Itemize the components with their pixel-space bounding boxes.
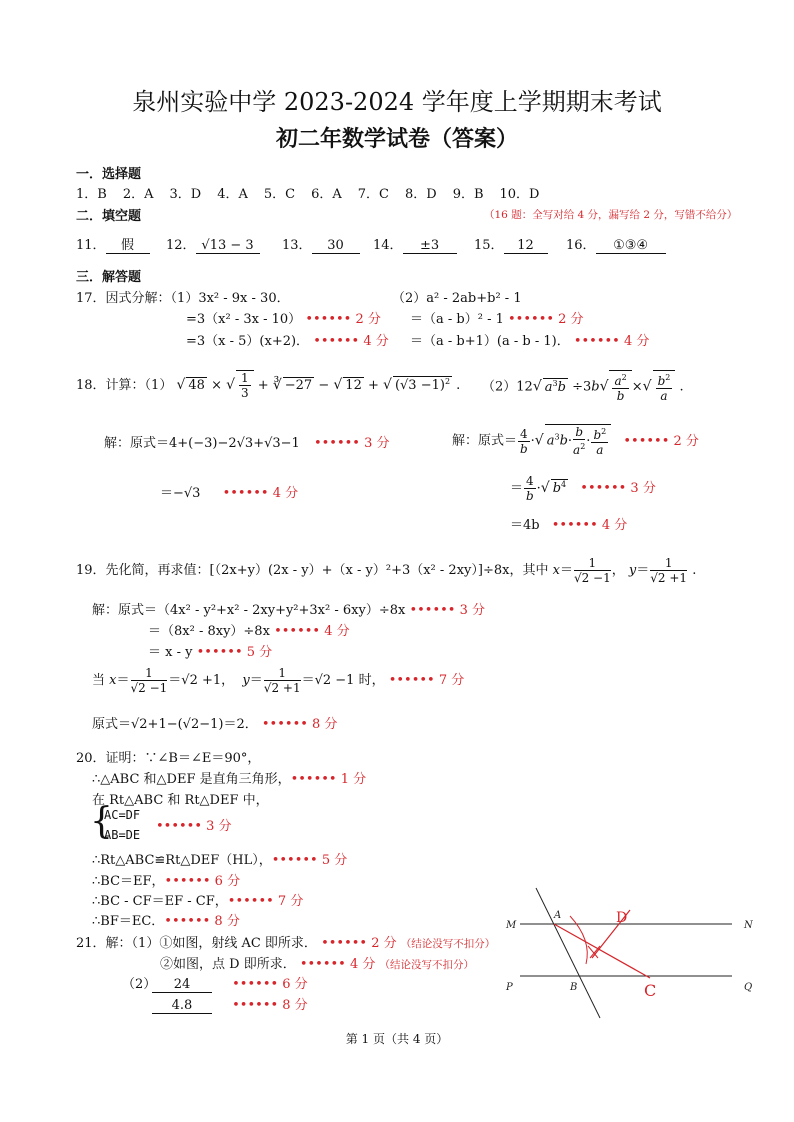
q21-part2-label: （2） [122, 977, 157, 992]
score-mark: •••••• 7 分 [227, 894, 304, 909]
score-mark: •••••• 4 分 [274, 624, 350, 639]
fill-item-11: 11． 假 [76, 234, 150, 254]
q21-answer2-row [152, 994, 308, 1014]
q19-step5: 原式＝√2+1−(√2−1)＝2． •••••• 8 分 [92, 717, 338, 732]
q18-1-result: ＝−√3 •••••• 4 分 [160, 486, 299, 501]
choice-answer: 2．A [122, 187, 154, 202]
q18-2-step1: 解：原式＝ $\frac{4}{b}$ ·√ $a^3b\cdot$ $\frac{b}{a^2}$ · $\frac{b^2}{a}$ •••••• 2 分 [452, 425, 699, 457]
q19-step4: 当 x＝ $\frac{1}{√2 -1}$ ＝√2 +1， y＝ $\frac{1}{√2 +1}$ ＝√2 −1 时， •••••• 7 分 [92, 666, 465, 695]
score-mark: •••••• 6 分 [232, 977, 308, 992]
q17-label: 17．因式分解：（1）3x² - 9x - 30． [76, 291, 290, 306]
exam-title: 泉州实验中学 2023-2024 学年度上学期期末考试 [132, 88, 662, 116]
q20-line1: 20．证明：∵∠B＝∠E＝90°， [76, 751, 261, 766]
q17-1-step1: =3（x² - 3x - 10） •••••• 2 分 [186, 312, 381, 327]
label-c: C [644, 981, 657, 1000]
q20-line7: ∴BF＝EC．•••••• 8 分 [92, 914, 240, 929]
fill-answer: 30 [312, 238, 360, 254]
score-mark: •••••• 2 分 [305, 312, 381, 327]
label-d: D [616, 910, 628, 926]
q18-1-step1: 解：原式＝4+(−3)−2√3+√3−1 •••••• 3 分 [104, 436, 390, 451]
q17-1-step2: =3（x - 5）(x+2)． •••••• 4 分 [186, 334, 389, 349]
scoring-note: （结论没写不扣分） [379, 959, 475, 971]
q18-expr1: 18．计算：（1） √ 48 × √ $\frac{1}{3}$ + ∛ −27 − √ 12 + √ $(√3 -1)^2$ . [76, 371, 461, 400]
fill-item-14: 14． ±3 [373, 234, 457, 254]
score-mark: •••••• 5 分 [271, 853, 348, 868]
q19-label: 19．先化简，再求值：[（2x+y）(2x - y）+（x - y）²+3（x² - 2xy）]÷8x，其中 x＝ $\frac{1}{√2 -1}$ ， y＝ $\frac{1}{√2 +1}$ . [76, 556, 697, 585]
q20-line5: ∴BC＝EF，•••••• 6 分 [92, 874, 241, 889]
score-mark: •••••• 8 分 [261, 717, 338, 732]
q20-line2: ∴△ABC 和△DEF 是直角三角形，•••••• 1 分 [92, 772, 367, 787]
section-heading-solve: 三．解答题 [76, 270, 142, 285]
choice-answer: 8．D [404, 187, 437, 202]
score-mark: •••••• 3 分 [313, 436, 390, 451]
choice-answer: 4．A [217, 187, 248, 202]
q17-part2: （2）a² - 2ab+b² - 1 [392, 291, 522, 306]
choice-answer: 5．C [263, 187, 296, 202]
choice-answer: 6．A [311, 187, 342, 202]
choice-answer: 7．C [357, 187, 389, 202]
exam-subtitle: 初二年数学试卷（答案） [275, 126, 518, 152]
scoring-note: （结论没写不扣分） [400, 938, 496, 950]
label-n: N [744, 920, 753, 931]
score-mark: •••••• 3 分 [409, 603, 486, 618]
ray-ac [554, 924, 650, 978]
score-mark: •••••• 6 分 [164, 874, 241, 889]
score-mark: •••••• 2 分 [623, 433, 699, 449]
score-mark: •••••• 2 分 [508, 312, 584, 327]
label-m: M [506, 920, 517, 931]
q21-line2: ②如图，点 D 即所求． •••••• 4 分 （结论没写不扣分） [160, 957, 475, 972]
q21-answer1-row [152, 973, 308, 993]
label-b: B [570, 982, 578, 993]
fill-answer: 假 [106, 234, 150, 254]
score-mark: •••••• 3 分 [580, 481, 656, 496]
line-ab [536, 888, 600, 1018]
q20-line6: ∴BC - CF＝EF - CF，•••••• 7 分 [92, 894, 304, 909]
q17-2-step2: ＝（a - b+1）(a - b - 1)． •••••• 4 分 [410, 334, 650, 349]
choice-answer: 9．B [452, 187, 484, 202]
q19-step2: ＝（8x² - 8xy）÷8x •••••• 4 分 [148, 624, 350, 639]
fill-answer: 12 [504, 238, 548, 254]
q20-line3: 在 Rt△ABC 和 Rt△DEF 中， [92, 793, 269, 808]
choice-answers-row [76, 183, 539, 202]
score-mark: •••••• 4 分 [551, 518, 628, 533]
construction-arc [570, 916, 587, 964]
q21-answer2: 4.8 [152, 998, 212, 1014]
label-q: Q [744, 982, 753, 993]
choice-answer: 3．D [169, 187, 202, 202]
score-mark: •••••• 4 分 [299, 957, 376, 972]
score-mark: •••••• 5 分 [196, 645, 273, 660]
fill-item-16: 16． ①③④ [566, 234, 666, 254]
score-mark: •••••• 1 分 [290, 772, 367, 787]
section-heading-fill: 二．填空题 [76, 209, 142, 224]
score-mark: •••••• 2 分 [321, 936, 397, 951]
score-mark: •••••• 7 分 [388, 673, 465, 688]
score-mark: •••••• 8 分 [232, 998, 308, 1013]
fill-answer: √13 − 3 [196, 238, 260, 254]
score-mark: •••••• 4 分 [573, 334, 650, 349]
label-p: P [506, 982, 513, 993]
score-mark: •••••• 4 分 [222, 486, 299, 501]
fill-scoring-note: （16 题：全写对给 4 分，漏写给 2 分，写错不给分） [484, 209, 738, 221]
fill-item-12: 12． √13 − 3 [166, 234, 260, 254]
score-mark: •••••• 3 分 [156, 819, 232, 834]
fill-answer: ±3 [403, 238, 457, 254]
fill-item-15: 15． 12 [474, 234, 548, 254]
q21-line1: 21．解：（1）①如图，射线 AC 即所求． •••••• 2 分 （结论没写不扣分） [76, 936, 496, 951]
choice-answer: 1．B [76, 187, 107, 202]
q19-step1: 解：原式＝（4x² - y²+x² - 2xy+y²+3x² - 6xy）÷8x •••••• 3 分 [92, 603, 486, 618]
q17-2-step1: ＝（a - b）² - 1 •••••• 2 分 [410, 312, 584, 327]
fill-item-13: 13． 30 [282, 234, 360, 254]
q20-line4: ∴Rt△ABC≌Rt△DEF（HL），•••••• 5 分 [92, 853, 348, 868]
fill-answer: ①③④ [596, 238, 666, 254]
q19-step3: ＝ x - y •••••• 5 分 [148, 645, 273, 660]
q21-geometry-figure [500, 880, 780, 1030]
q18-2-step2: ＝ $\frac{4}{b}$ ·√ $b^4$ •••••• 3 分 [510, 474, 656, 503]
label-a: A [554, 910, 562, 921]
q21-answer1: 24 [152, 977, 212, 993]
q18-2-result: ＝4b •••••• 4 分 [510, 518, 628, 533]
score-mark: •••••• 8 分 [164, 914, 240, 929]
q18-expr2: （2）12√ $a^3b \div 3b√$ $\frac{a^2}{b}$ ×√ $\frac{b^2}{a}$ . [482, 370, 684, 403]
section-heading-choice: 一．选择题 [76, 167, 142, 182]
choice-answer: 10．D [499, 187, 540, 202]
score-mark: •••••• 4 分 [313, 334, 389, 349]
page-footer: 第 1 页（共 4 页） [345, 1032, 449, 1046]
